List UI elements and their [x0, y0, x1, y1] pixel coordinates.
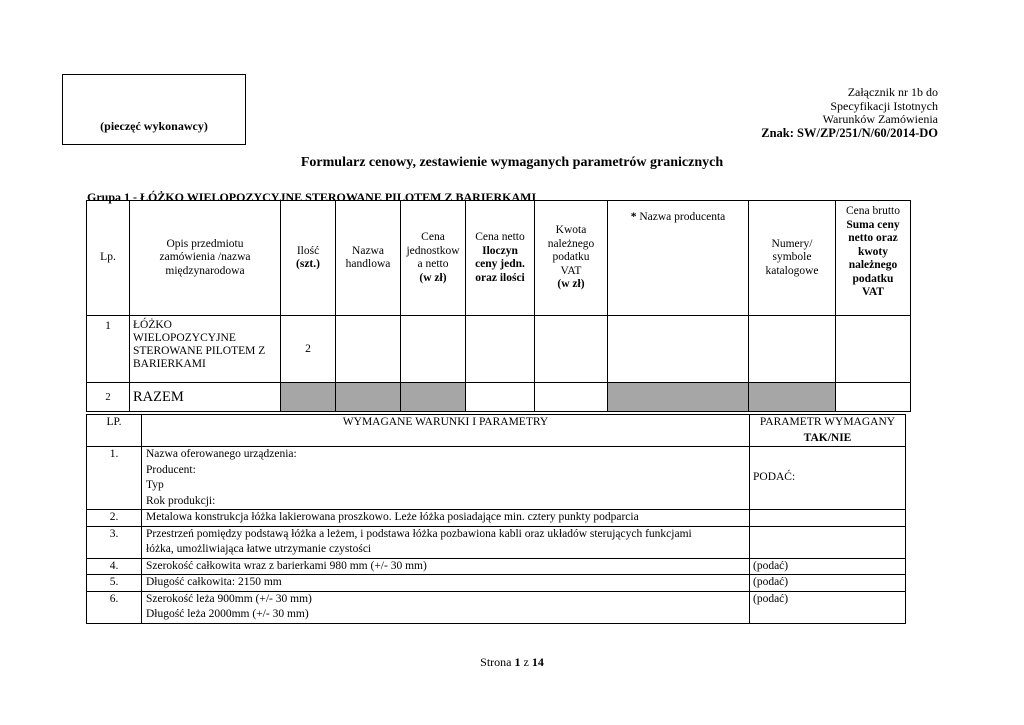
- param-row-value[interactable]: PODAĆ:: [750, 447, 906, 510]
- net-price-cell[interactable]: [466, 316, 535, 383]
- header-vat-amount: Kwota należnego podatku VAT (w zł): [535, 201, 608, 316]
- page-footer: [0, 655, 1024, 670]
- group-title: Grupa 1 - ŁÓŻKO WIELOPOZYCYJNE STEROWANE PILOTEM Z BARIERKAMI: [87, 190, 537, 204]
- param-row-number: 2.: [87, 510, 142, 527]
- param-row-value[interactable]: [750, 526, 906, 558]
- header-gross-price: Cena brutto Suma ceny netto oraz kwoty należnego podatku VAT: [836, 201, 911, 316]
- footer-page-number: 1: [514, 655, 521, 669]
- annex-reference: [761, 86, 938, 140]
- total-net-price-cell[interactable]: [466, 383, 535, 412]
- param-header-required: PARAMETR WYMAGANY TAK/NIE: [750, 415, 906, 447]
- header-unit-price: Cena jednostkow a netto (w zł): [401, 201, 466, 316]
- gross-price-cell[interactable]: [836, 316, 911, 383]
- price-table-header-row: [87, 201, 911, 316]
- table-row: [87, 558, 906, 575]
- footer-prefix: Strona: [480, 655, 515, 669]
- table-row: [87, 316, 911, 383]
- unit-price-cell[interactable]: [401, 316, 466, 383]
- table-row: [87, 510, 906, 527]
- row-lp: 1: [87, 316, 130, 383]
- annex-ref-number: Znak: SW/ZP/251/N/60/2014-DO: [761, 125, 938, 140]
- param-row-text: Szerokość całkowita wraz z barierkami 980 mm (+/- 30 mm): [142, 558, 750, 575]
- header-lp: Lp.: [87, 201, 130, 316]
- header-trade-name: Nazwa handlowa: [336, 201, 401, 316]
- param-row-value[interactable]: (podać): [750, 575, 906, 592]
- greyed-cell: [281, 383, 336, 412]
- param-row-text: Przestrzeń pomiędzy podstawą łóżka a leżem, i podstawa łóżka pozbawiona kabli oraz układów sterujących funkcjami łóżka, umożliwiająca łatwe utrzymanie czystości: [142, 526, 750, 558]
- contractor-stamp-box: [62, 74, 246, 145]
- table-row: [87, 591, 906, 623]
- param-row-value[interactable]: [750, 510, 906, 527]
- total-vat-cell[interactable]: [535, 383, 608, 412]
- greyed-cell: [608, 383, 749, 412]
- footer-total-pages: 14: [531, 655, 544, 669]
- param-row-value[interactable]: (podać): [750, 558, 906, 575]
- stamp-label: (pieczęć wykonawcy): [100, 119, 208, 133]
- param-row-number: 4.: [87, 558, 142, 575]
- vat-amount-cell[interactable]: [535, 316, 608, 383]
- header-description: Opis przedmiotu zamówienia /nazwa międzynarodowa: [130, 201, 281, 316]
- table-row: [87, 575, 906, 592]
- header-net-price: Cena netto Iloczyn ceny jedn. oraz ilości: [466, 201, 535, 316]
- document-title: Formularz cenowy, zestawienie wymaganych parametrów granicznych: [300, 155, 724, 170]
- total-row-lp: 2: [87, 383, 130, 412]
- total-row: [87, 383, 911, 412]
- parameters-table: [86, 414, 906, 624]
- table-row: [87, 447, 906, 510]
- param-row-number: 5.: [87, 575, 142, 592]
- price-table: [86, 200, 911, 412]
- total-label: RAZEM: [130, 383, 281, 412]
- param-header-conditions: WYMAGANE WARUNKI I PARAMETRY: [142, 415, 750, 447]
- param-row-number: 3.: [87, 526, 142, 558]
- greyed-cell: [749, 383, 836, 412]
- annex-line-1: Załącznik nr 1b do: [847, 85, 938, 99]
- parameters-header-row: [87, 415, 906, 447]
- producer-name-cell[interactable]: [608, 316, 749, 383]
- param-row-number: 1.: [87, 447, 142, 510]
- param-row-value[interactable]: (podać): [750, 591, 906, 623]
- param-row-number: 6.: [87, 591, 142, 623]
- annex-line-3: Warunków Zamówienia: [822, 112, 938, 126]
- param-row-text: Długość całkowita: 2150 mm: [142, 575, 750, 592]
- param-row-text: Nazwa oferowanego urządzenia: Producent: Typ Rok produkcji:: [142, 447, 750, 510]
- row-description: ŁÓŻKO WIELOPOZYCYJNE STEROWANE PILOTEM Z BARIERKAMI: [130, 316, 281, 383]
- footer-separator: z: [520, 655, 532, 669]
- header-quantity: Ilość (szt.): [281, 201, 336, 316]
- table-row: [87, 526, 906, 558]
- catalog-numbers-cell[interactable]: [749, 316, 836, 383]
- annex-line-2: Specyfikacji Istotnych: [830, 98, 938, 113]
- param-row-text: Szerokość leża 900mm (+/- 30 mm) Długość leża 2000mm (+/- 30 mm): [142, 591, 750, 623]
- param-header-lp: LP.: [87, 415, 142, 447]
- total-gross-cell[interactable]: [836, 383, 911, 412]
- greyed-cell: [336, 383, 401, 412]
- param-row-text: Metalowa konstrukcja łóżka lakierowana proszkowo. Leże łóżka posiadające min. cztery punkty podparcia: [142, 510, 750, 527]
- row-quantity: 2: [281, 316, 336, 383]
- header-catalog-numbers: Numery/ symbole katalogowe: [749, 201, 836, 316]
- trade-name-cell[interactable]: [336, 316, 401, 383]
- greyed-cell: [401, 383, 466, 412]
- header-producer-name: * Nazwa producenta: [608, 201, 749, 316]
